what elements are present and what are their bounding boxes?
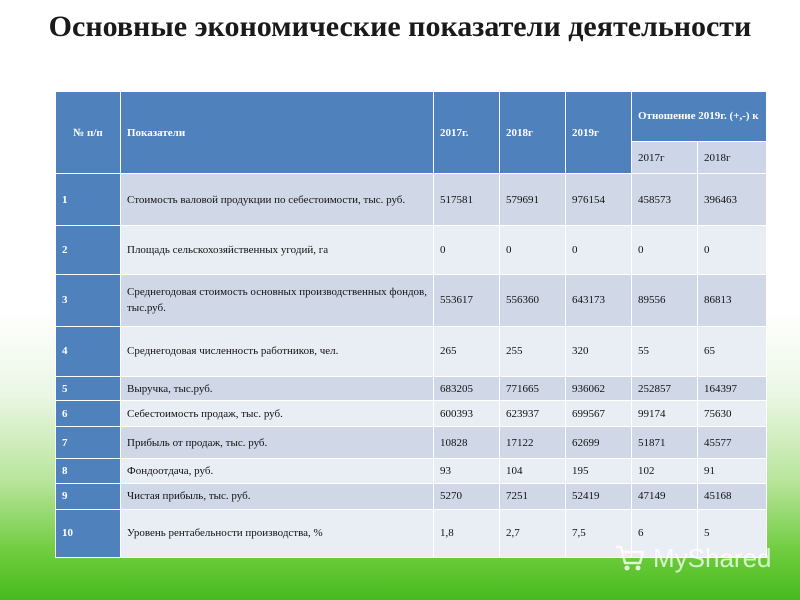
table-row: [56, 174, 767, 226]
row-number: 6: [56, 401, 121, 427]
row-indicator: Выручка, тыс.руб.: [121, 377, 434, 401]
value-2018: 623937: [500, 401, 566, 427]
header-indicator: Показатели: [121, 92, 434, 174]
value-2017: 1,8: [434, 509, 500, 557]
diff-2017: 55: [632, 326, 698, 376]
value-2019: 195: [566, 459, 632, 483]
value-2019: 699567: [566, 401, 632, 427]
diff-2017: 89556: [632, 274, 698, 326]
table-row: [56, 483, 767, 509]
value-2018: 771665: [500, 377, 566, 401]
value-2018: 0: [500, 226, 566, 274]
row-indicator: Площадь сельскохозяйственных угодий, га: [121, 226, 434, 274]
value-2018: 17122: [500, 427, 566, 459]
value-2018: 556360: [500, 274, 566, 326]
diff-2018: 5: [698, 509, 767, 557]
value-2019: 643173: [566, 274, 632, 326]
row-indicator: Стоимость валовой продукции по себестоимости, тыс. руб.: [121, 174, 434, 226]
diff-2017: 102: [632, 459, 698, 483]
value-2017: 10828: [434, 427, 500, 459]
watermark: [613, 538, 783, 578]
diff-2018: 164397: [698, 377, 767, 401]
value-2017: 93: [434, 459, 500, 483]
header-number: № п/п: [56, 92, 121, 174]
value-2019: 7,5: [566, 509, 632, 557]
watermark-text: MyShared: [653, 542, 772, 573]
diff-2017: 6: [632, 509, 698, 557]
row-indicator: Чистая прибыль, тыс. руб.: [121, 483, 434, 509]
diff-2018: 91: [698, 459, 767, 483]
table-row: [56, 401, 767, 427]
row-number: 4: [56, 326, 121, 376]
value-2017: 0: [434, 226, 500, 274]
row-indicator: Фондоотдача, руб.: [121, 459, 434, 483]
row-indicator: Среднегодовая численность работников, чел.: [121, 326, 434, 376]
value-2019: 320: [566, 326, 632, 376]
diff-2018: 75630: [698, 401, 767, 427]
value-2017: 683205: [434, 377, 500, 401]
diff-2018: 45168: [698, 483, 767, 509]
value-2018: 255: [500, 326, 566, 376]
value-2017: 517581: [434, 174, 500, 226]
header-2017: 2017г.: [434, 92, 500, 174]
table-row: [56, 427, 767, 459]
row-indicator: Прибыль от продаж, тыс. руб.: [121, 427, 434, 459]
value-2018: 579691: [500, 174, 566, 226]
value-2017: 5270: [434, 483, 500, 509]
table-row: [56, 226, 767, 274]
header-2019: 2019г: [566, 92, 632, 174]
value-2019: 62699: [566, 427, 632, 459]
row-number: 5: [56, 377, 121, 401]
diff-2017: 0: [632, 226, 698, 274]
value-2019: 976154: [566, 174, 632, 226]
header-2018: 2018г: [500, 92, 566, 174]
row-number: 8: [56, 459, 121, 483]
value-2019: 936062: [566, 377, 632, 401]
table-row: [56, 459, 767, 483]
row-indicator: Среднегодовая стоимость основных производственных фондов, тыс.руб.: [121, 274, 434, 326]
value-2017: 265: [434, 326, 500, 376]
value-2019: 0: [566, 226, 632, 274]
row-number: 7: [56, 427, 121, 459]
table-row: [56, 274, 767, 326]
diff-2017: 252857: [632, 377, 698, 401]
row-number: 1: [56, 174, 121, 226]
row-indicator: Себестоимость продаж, тыс. руб.: [121, 401, 434, 427]
cart-icon: [613, 541, 647, 575]
header-relation: Отношение 2019г. (+,-) к: [632, 92, 767, 142]
row-number: 2: [56, 226, 121, 274]
diff-2018: 396463: [698, 174, 767, 226]
diff-2018: 65: [698, 326, 767, 376]
table-row: [56, 326, 767, 376]
header-relation-2018: 2018г: [698, 142, 767, 174]
diff-2017: 458573: [632, 174, 698, 226]
header-relation-2017: 2017г: [632, 142, 698, 174]
row-number: 9: [56, 483, 121, 509]
diff-2017: 99174: [632, 401, 698, 427]
diff-2018: 0: [698, 226, 767, 274]
page-title: Основные экономические показатели деятельности: [48, 10, 752, 43]
diff-2018: 86813: [698, 274, 767, 326]
value-2018: 104: [500, 459, 566, 483]
value-2017: 600393: [434, 401, 500, 427]
diff-2017: 47149: [632, 483, 698, 509]
value-2019: 52419: [566, 483, 632, 509]
row-number: 3: [56, 274, 121, 326]
value-2018: 7251: [500, 483, 566, 509]
row-indicator: Уровень рентабельности производства, %: [121, 509, 434, 557]
diff-2017: 51871: [632, 427, 698, 459]
table-row: [56, 377, 767, 401]
row-number: 10: [56, 509, 121, 557]
indicators-table: [55, 91, 767, 558]
value-2018: 2,7: [500, 509, 566, 557]
diff-2018: 45577: [698, 427, 767, 459]
value-2017: 553617: [434, 274, 500, 326]
